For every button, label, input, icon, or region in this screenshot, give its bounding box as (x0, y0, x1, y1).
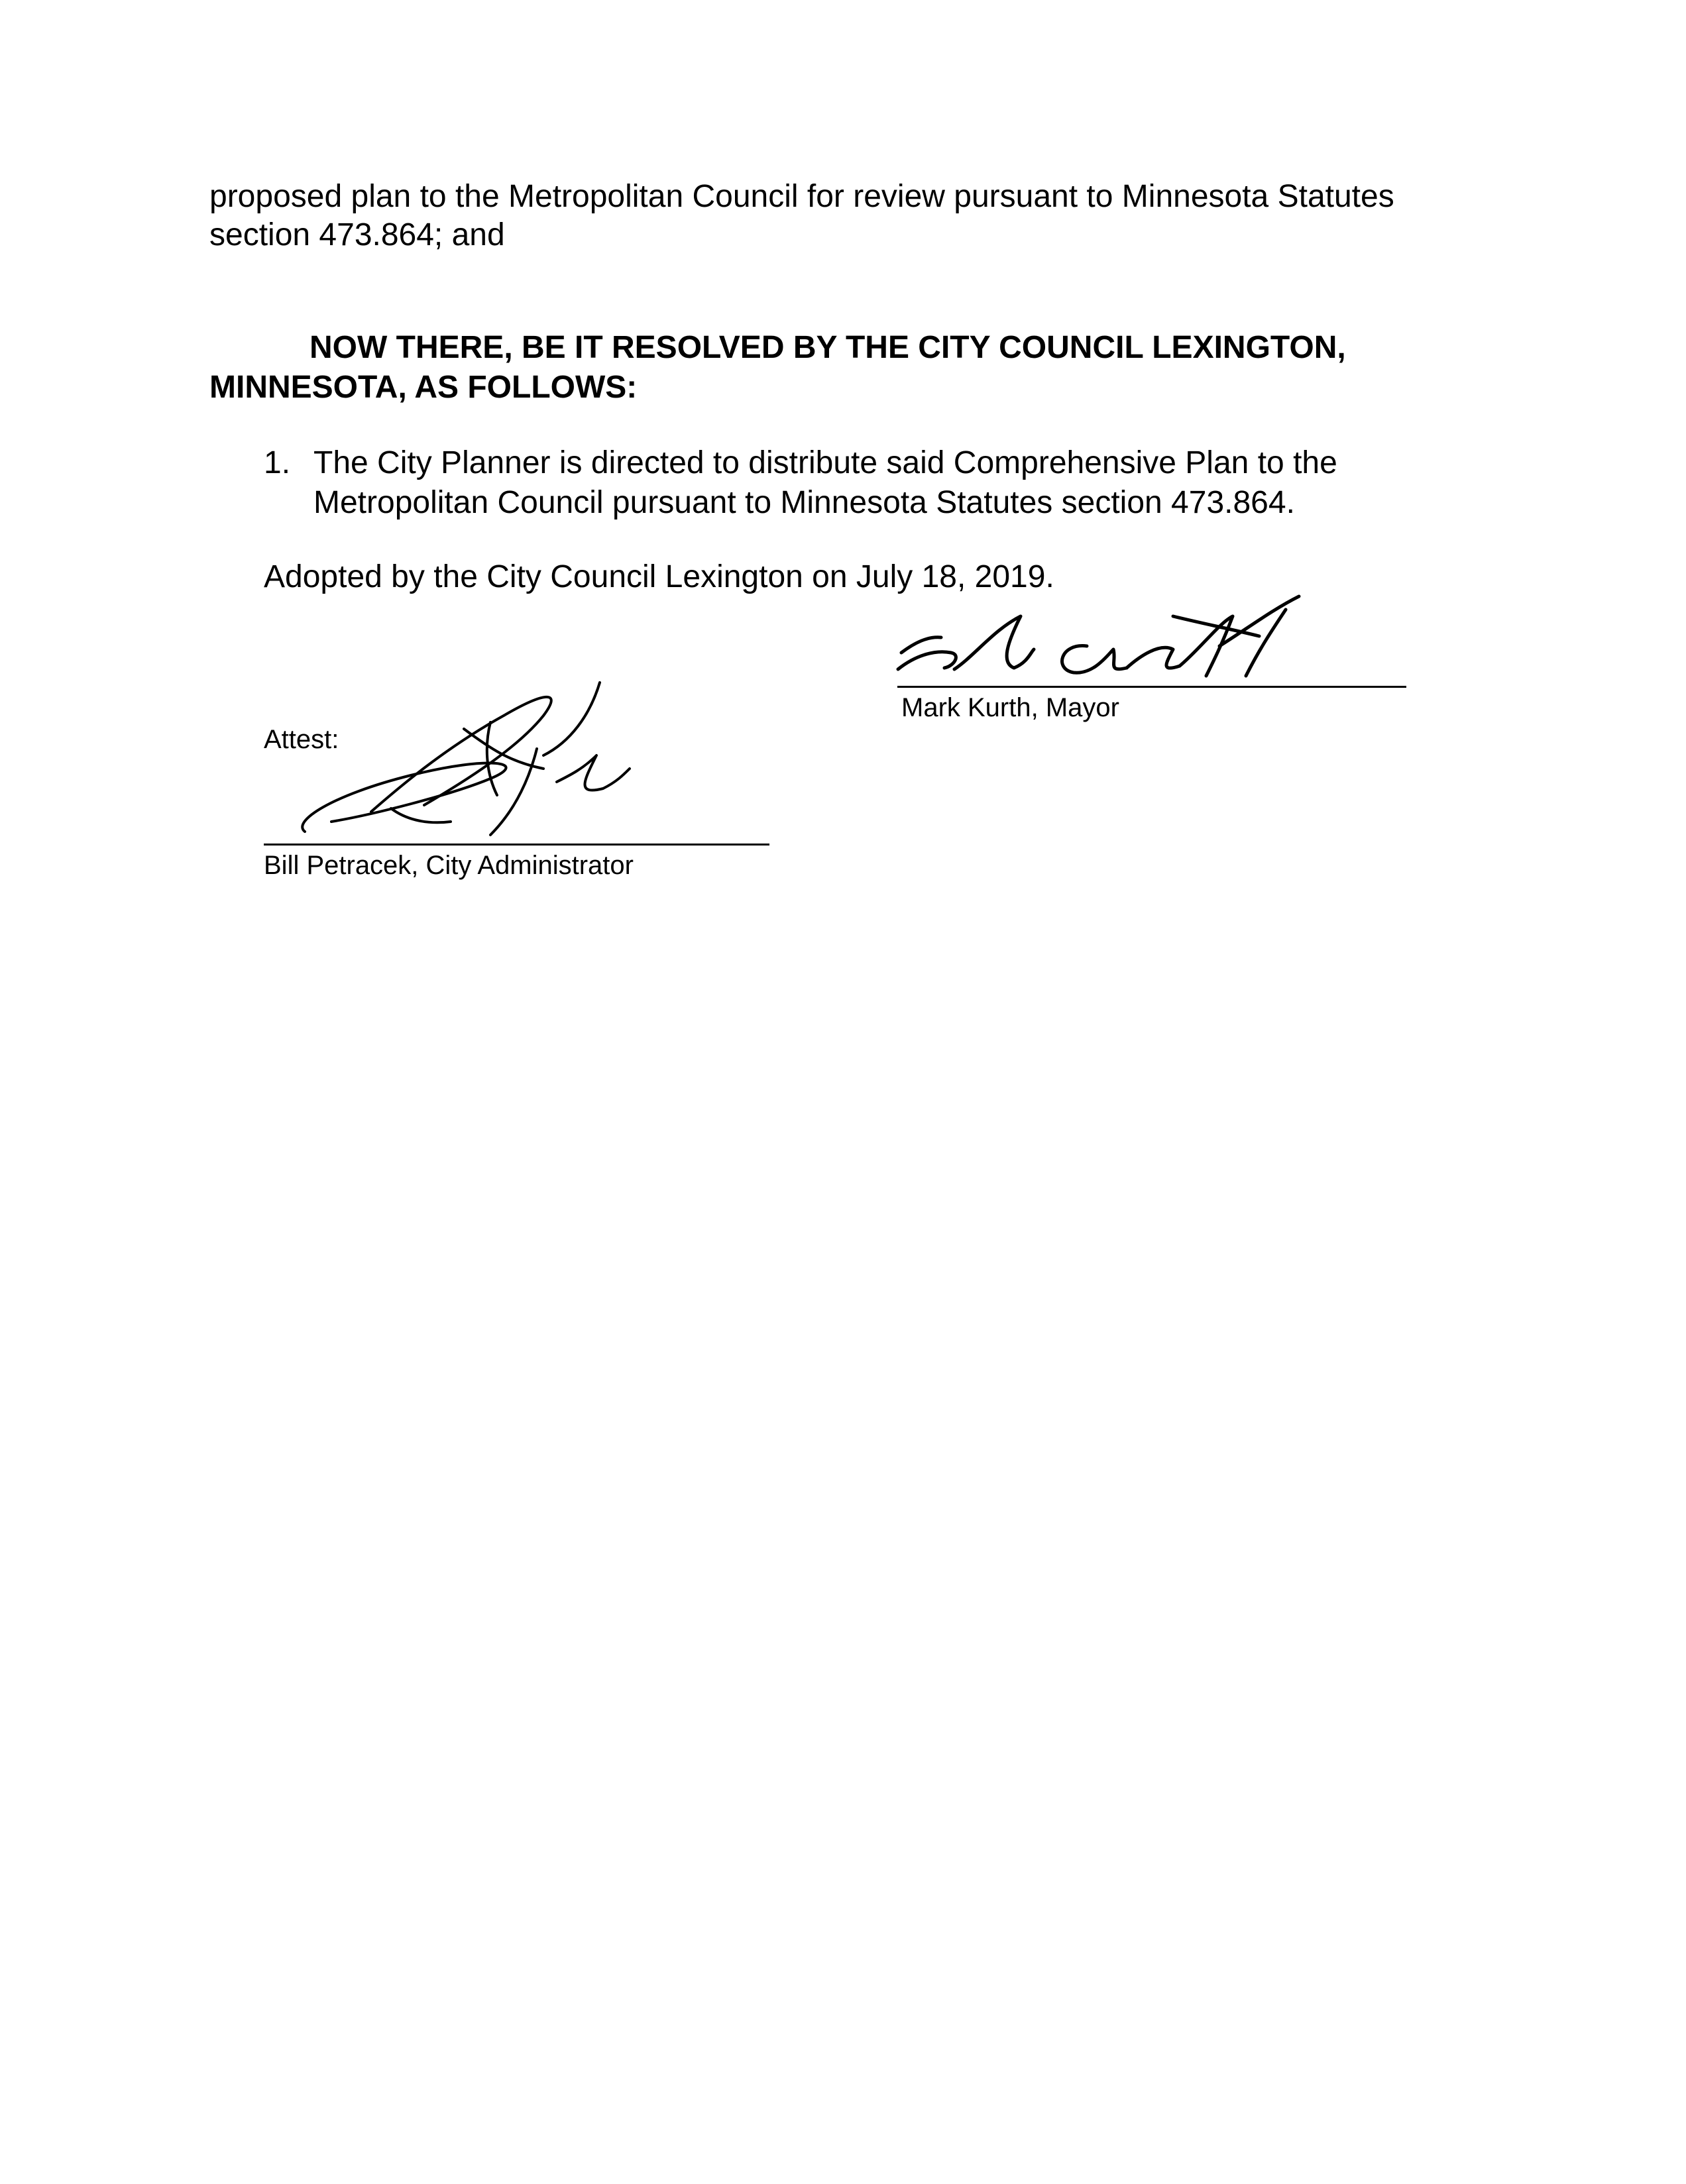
paragraph-line-1: proposed plan to the Metropolitan Council for review pursuant to Minnesota Statutes (209, 179, 1394, 214)
administrator-signature-line (264, 844, 769, 846)
administrator-signature (292, 663, 663, 848)
resolution-heading-line-2: MINNESOTA, AS FOLLOWS: (209, 370, 638, 405)
resolution-heading-line-1: NOW THERE, BE IT RESOLVED BY THE CITY COUNCIL LEXINGTON, (309, 330, 1346, 365)
mayor-label: Mark Kurth, Mayor (901, 693, 1119, 722)
attest-label: Attest: (264, 725, 339, 754)
list-item-number: 1. (264, 445, 291, 480)
mayor-signature-line (897, 686, 1406, 688)
mayor-signature (888, 590, 1365, 709)
adopted-statement: Adopted by the City Council Lexington on July 18, 2019. (264, 559, 1054, 594)
list-item-line-1: The City Planner is directed to distribute said Comprehensive Plan to the (313, 445, 1337, 480)
administrator-label: Bill Petracek, City Administrator (264, 851, 634, 880)
list-item-line-2: Metropolitan Council pursuant to Minnesota Statutes section 473.864. (313, 485, 1295, 520)
paragraph-line-2: section 473.864; and (209, 217, 505, 252)
